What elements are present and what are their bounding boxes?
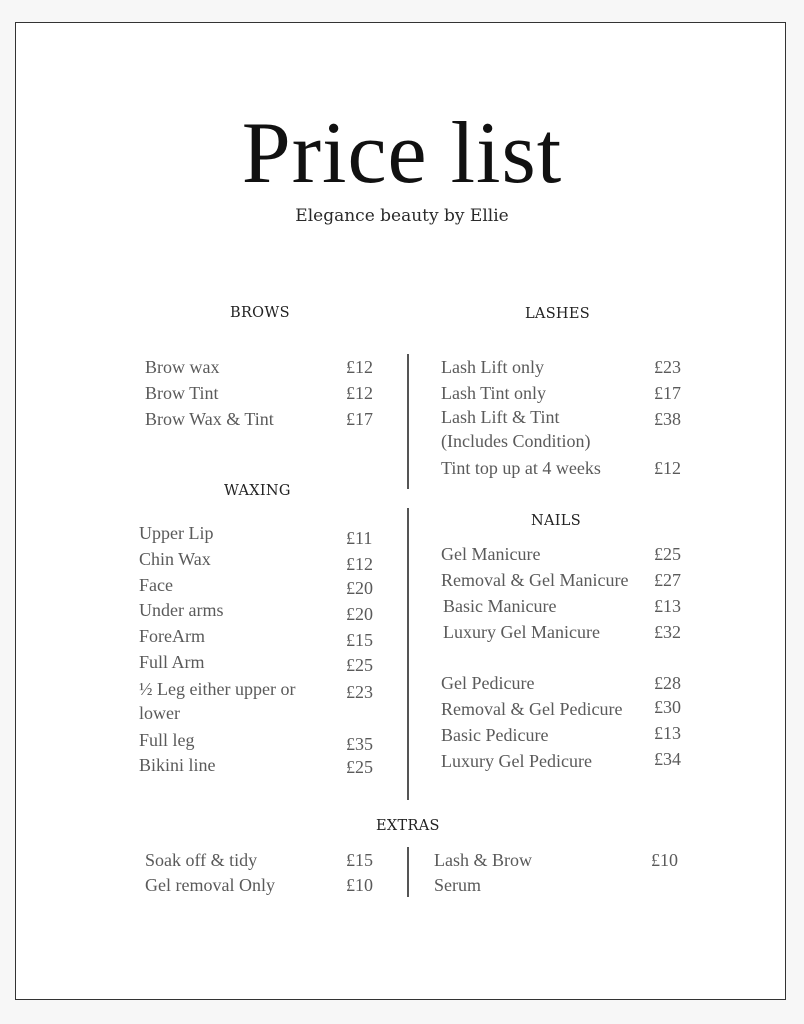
waxing-item-name: Face (139, 575, 173, 595)
nails-item-price: £25 (654, 544, 681, 564)
nails-item-price: £28 (654, 673, 681, 693)
lashes-item-name-line2: (Includes Condition) (441, 431, 591, 451)
nails-item-name: Gel Pedicure (441, 673, 535, 693)
nails-item-price: £30 (654, 697, 681, 717)
waxing-item-price: £25 (346, 757, 373, 777)
extras-item-price: £10 (346, 875, 373, 895)
extras-item-name: Lash & Brow (434, 850, 532, 870)
lashes-item-name: Lash Tint only (441, 383, 547, 403)
waxing-item-name: ½ Leg either upper or (139, 679, 296, 699)
waxing-item-name-line2: lower (139, 703, 180, 723)
brows-item-name: Brow wax (145, 357, 220, 377)
waxing-item-name: Full Arm (139, 652, 205, 672)
column-divider (407, 847, 409, 897)
nails-item-price: £27 (654, 570, 681, 590)
lashes-item-price: £17 (654, 383, 681, 403)
waxing-item-name: Bikini line (139, 755, 216, 775)
nails-item-name: Gel Manicure (441, 544, 541, 564)
waxing-item-price: £20 (346, 578, 373, 598)
lashes-item-name: Lash Lift only (441, 357, 544, 377)
lashes-item-name: Tint top up at 4 weeks (441, 458, 601, 478)
lashes-heading: LASHES (525, 306, 590, 322)
nails-item-price: £13 (654, 723, 681, 743)
lashes-item-price: £38 (654, 409, 681, 429)
waxing-item-price: £23 (346, 682, 373, 702)
nails-item-name: Luxury Gel Pedicure (441, 751, 592, 771)
lashes-item-price: £12 (654, 458, 681, 478)
column-divider (407, 354, 409, 489)
page-title: Price list (241, 105, 563, 202)
nails-item-name: Removal & Gel Manicure (441, 570, 629, 590)
waxing-item-price: £15 (346, 630, 373, 650)
nails-item-name: Basic Manicure (443, 596, 557, 616)
nails-item-price: £13 (654, 596, 681, 616)
waxing-item-name: Chin Wax (139, 549, 211, 569)
brows-item-name: Brow Tint (145, 383, 219, 403)
brows-item-price: £17 (346, 409, 373, 429)
waxing-item-price: £25 (346, 655, 373, 675)
extras-item-name-line2: Serum (434, 875, 481, 895)
nails-item-name: Basic Pedicure (441, 725, 549, 745)
brows-item-price: £12 (346, 357, 373, 377)
extras-item-price: £10 (651, 850, 678, 870)
extras-item-name: Gel removal Only (145, 875, 275, 895)
page-subtitle: Elegance beauty by Ellie (295, 206, 509, 226)
brows-heading: BROWS (230, 305, 290, 321)
nails-item-price: £32 (654, 622, 681, 642)
nails-item-name: Removal & Gel Pedicure (441, 699, 623, 719)
nails-item-price: £34 (654, 749, 681, 769)
brows-item-price: £12 (346, 383, 373, 403)
waxing-item-name: ForeArm (139, 626, 205, 646)
extras-heading: EXTRAS (376, 818, 440, 834)
lashes-item-name: Lash Lift & Tint (441, 407, 560, 427)
nails-heading: NAILS (531, 513, 581, 529)
waxing-item-name: Upper Lip (139, 523, 214, 543)
waxing-item-price: £20 (346, 604, 373, 624)
waxing-item-name: Under arms (139, 600, 224, 620)
brows-item-name: Brow Wax & Tint (145, 409, 274, 429)
waxing-item-price: £11 (346, 528, 373, 548)
waxing-item-name: Full leg (139, 730, 195, 750)
waxing-item-price: £12 (346, 554, 373, 574)
waxing-heading: WAXING (224, 483, 291, 499)
extras-item-price: £15 (346, 850, 373, 870)
nails-item-name: Luxury Gel Manicure (443, 622, 600, 642)
extras-item-name: Soak off & tidy (145, 850, 258, 870)
column-divider (407, 508, 409, 800)
waxing-item-price: £35 (346, 734, 373, 754)
lashes-item-price: £23 (654, 357, 681, 377)
